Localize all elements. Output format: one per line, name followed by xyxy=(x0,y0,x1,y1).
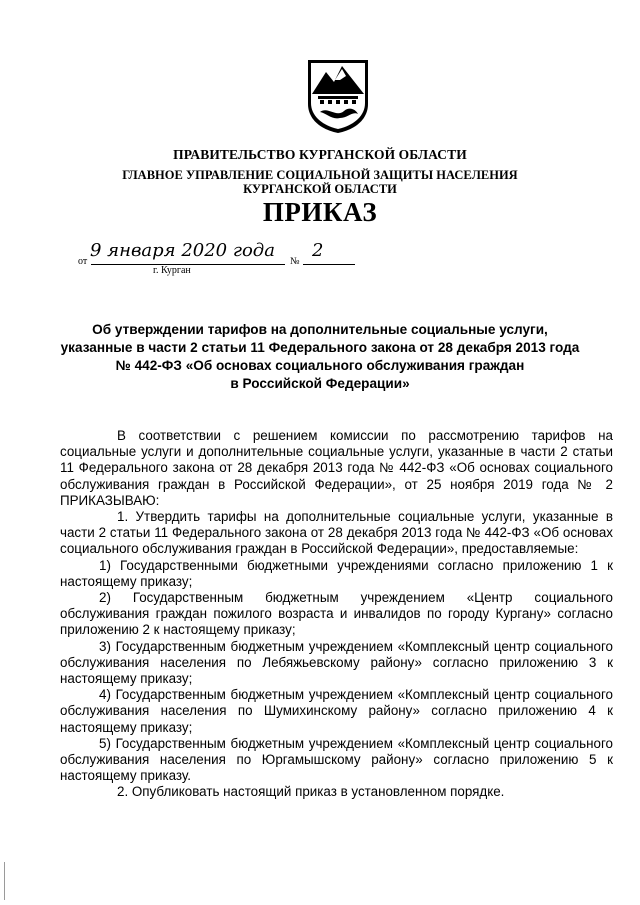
sub-item-4: 4) Государственным бюджетным учреждением «Комплексный центр социального обслуживания населения по Шумихинскому району» согласно приложению 4 к настоящему приказу; xyxy=(60,687,613,735)
date-number-line xyxy=(0,238,640,288)
number-underline xyxy=(303,264,355,265)
order-item-1: 1. Утвердить тарифы на дополнительные социальные услуги, указанные в части 2 статьи 11 Федерального закона от 28 декабря 2013 года № 442-ФЗ «Об основах социального обслуживания граждан в Российской Федерации», предоставляемые: xyxy=(60,509,613,557)
handwritten-number: 2 xyxy=(312,240,324,261)
order-subject xyxy=(60,321,580,393)
document-type-title: ПРИКАЗ xyxy=(262,197,378,227)
subject-line: Об утверждении тарифов на дополнительные социальные услуги, xyxy=(92,322,548,337)
subject-line: в Российской Федерации» xyxy=(230,376,410,391)
number-label: № xyxy=(290,256,300,267)
city-label: г. Курган xyxy=(153,265,191,276)
date-from-label: от xyxy=(78,256,88,267)
preamble-paragraph: В соответствии с решением комиссии по рассмотрению тарифов на социальные услуги и дополнительные социальные услуги, указанные в части 2 статьи 11 Федерального закона от 28 декабря 2013 года № 442-ФЗ «Об основах социального обслуживания граждан в Российской Федерации», от 25 ноября 2019 года № 2 ПРИКАЗЫВАЮ: xyxy=(60,428,613,508)
coat-of-arms-icon xyxy=(306,58,370,134)
order-item-2: 2. Опубликовать настоящий приказ в установленном порядке. xyxy=(117,784,505,800)
government-name: ПРАВИТЕЛЬСТВО КУРГАНСКОЙ ОБЛАСТИ xyxy=(173,147,467,162)
subject-line: указанные в части 2 статьи 11 Федерального закона от 28 декабря 2013 года xyxy=(60,340,580,355)
sub-item-3: 3) Государственным бюджетным учреждением «Комплексный центр социального обслуживания населения по Лебяжьевскому району» согласно приложению 3 к настоящему приказу; xyxy=(60,638,613,687)
sub-item-2: 2) Государственным бюджетным учреждением «Центр социального обслуживания граждан пожилого возраста и инвалидов по городу Кургану» согласно приложению 2 к настоящему приказу; xyxy=(60,590,613,638)
department-name xyxy=(0,168,640,196)
handwritten-date: 9 января 2020 года xyxy=(90,240,275,261)
order-body xyxy=(60,428,613,801)
sub-item-5: 5) Государственным бюджетным учреждением «Комплексный центр социального обслуживания населения по Юргамышскому району» согласно приложению 5 к настоящему приказу. xyxy=(60,735,613,784)
department-line: КУРГАНСКОЙ ОБЛАСТИ xyxy=(243,182,397,196)
sub-item-1: 1) Государственными бюджетными учреждениями согласно приложению 1 к настоящему приказу; xyxy=(60,557,613,589)
scan-edge-line xyxy=(4,862,5,900)
department-line: ГЛАВНОЕ УПРАВЛЕНИЕ СОЦИАЛЬНОЙ ЗАЩИТЫ НАСЕЛЕНИЯ xyxy=(122,168,518,182)
subject-line: № 442-ФЗ «Об основах социального обслуживания граждан xyxy=(115,358,525,373)
